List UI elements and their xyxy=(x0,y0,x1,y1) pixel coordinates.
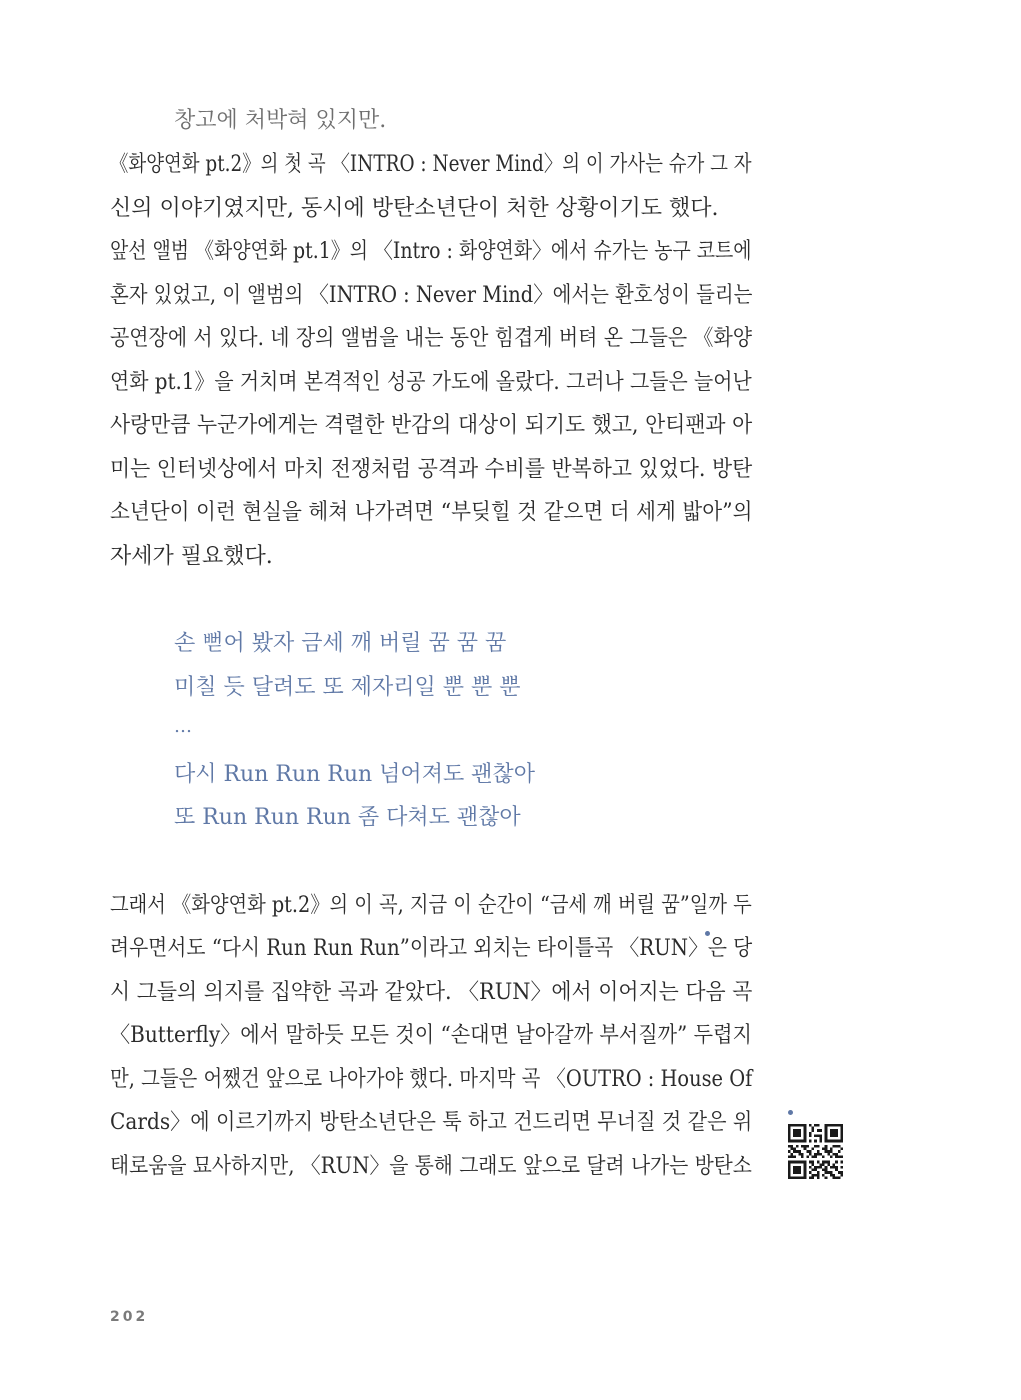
text-line: 신의 이야기였지만, 동시에 방탄소년단이 처한 상황이기도 했다. xyxy=(110,196,719,221)
text-line: 《화양연화 pt.2》의 첫 곡 〈INTRO : Never Mind〉의 이 가사는 슈가 그 자 xyxy=(110,152,752,177)
text-line: 시 그들의 의지를 집약한 곡과 같았다. 〈RUN〉에서 이어지는 다음 곡 xyxy=(110,980,753,1005)
page-number: 202 xyxy=(110,1309,149,1325)
text-line: 앞선 앨범 《화양연화 pt.1》의 〈Intro : 화양연화〉에서 슈가는 농구 코트에 xyxy=(110,239,752,264)
lyric-line: 다시 Run Run Run 넘어져도 괜찮아 xyxy=(174,762,535,787)
text-line: 혼자 있었고, 이 앨범의 〈INTRO : Never Mind〉에서는 환호성이 들리는 xyxy=(110,283,753,308)
lyric-line: 손 뻗어 봤자 금세 깨 버릴 꿈 꿈 꿈 xyxy=(174,631,507,656)
text-line: 공연장에 서 있다. 네 장의 앨범을 내는 동안 힘겹게 버텨 온 그들은 《화양 xyxy=(110,326,753,351)
text-line: 연화 pt.1》을 거치며 본격적인 성공 가도에 올랐다. 그러나 그들은 늘어난 xyxy=(110,370,752,395)
text-line: 만, 그들은 어쨌건 앞으로 나아가야 했다. 마지막 곡 〈OUTRO : House Of xyxy=(110,1067,753,1092)
lyric-line: 미칠 듯 달려도 또 제자리일 뿐 뿐 뿐 xyxy=(174,675,521,700)
text-line: 태로움을 묘사하지만, 〈RUN〉을 통해 그래도 앞으로 달려 나가는 방탄소 xyxy=(110,1154,752,1179)
lyric-ellipsis: … xyxy=(174,716,192,737)
lyric-line: 또 Run Run Run 좀 다쳐도 괜찮아 xyxy=(174,805,521,830)
qr-code-icon[interactable] xyxy=(788,1124,843,1179)
text-line: 그래서 《화양연화 pt.2》의 이 곡, 지금 이 순간이 “금세 깨 버릴 꿈”일까 두 xyxy=(110,893,752,918)
text-line: 자세가 필요했다. xyxy=(110,544,273,569)
qr-marker-icon xyxy=(788,1110,793,1115)
text-line: 사랑만큼 누군가에게는 격렬한 반감의 대상이 되기도 했고, 안티팬과 아 xyxy=(110,413,753,438)
continued-line: 창고에 처박혀 있지만. xyxy=(174,108,387,133)
text-line: 려우면서도 “다시 Run Run Run”이라고 외치는 타이틀곡 〈RUN〉은 당 xyxy=(110,936,753,961)
footnote-marker-icon xyxy=(705,931,710,936)
text-line: Cards〉에 이르기까지 방탄소년단은 툭 하고 건드리면 무너질 것 같은 위 xyxy=(110,1110,753,1135)
text-line: 〈Butterfly〉에서 말하듯 모든 것이 “손대면 날아갈까 부서질까” 두렵지 xyxy=(110,1023,752,1048)
text-line: 소년단이 이런 현실을 헤쳐 나가려면 “부딪힐 것 같으면 더 세게 밟아”의 xyxy=(110,500,753,525)
text-line: 미는 인터넷상에서 마치 전쟁처럼 공격과 수비를 반복하고 있었다. 방탄 xyxy=(110,457,753,482)
